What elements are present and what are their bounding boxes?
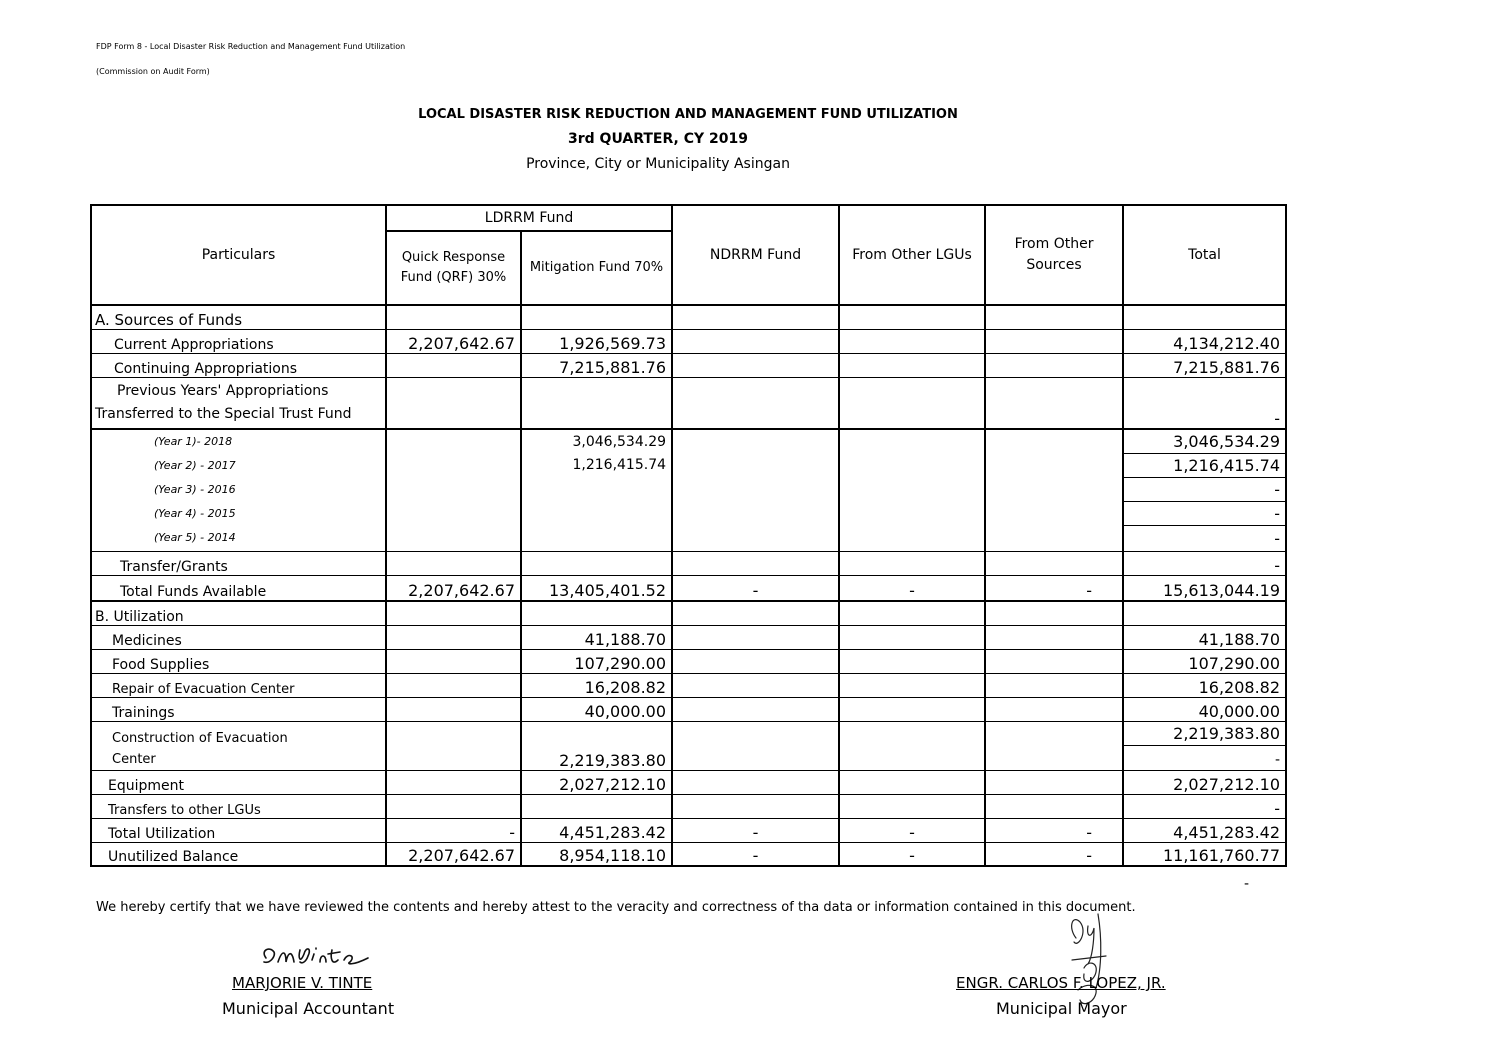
cell-ndrrm: - [672,818,839,842]
col-from-other-lgus: From Other LGUs [839,205,985,305]
form-code: FDP Form 8 - Local Disaster Risk Reduction and Management Fund Utilization [96,42,406,51]
cell-mitigation: 41,188.70 [521,625,672,649]
cell-total: 7,215,881.76 [1123,353,1286,377]
cell-other-sources: - [985,575,1123,601]
cell-other-lgus: - [839,818,985,842]
col-ndrrm-fund: NDRRM Fund [672,205,839,305]
cell-total: 2,219,383.80 [1124,722,1285,746]
table-row [91,770,1286,794]
row-label-line2: Center [112,751,156,767]
cell-total: - [1123,501,1286,525]
cell-other-sources: - [985,842,1123,866]
table-row [91,625,1286,649]
cell-mitigation: 7,215,881.76 [521,353,672,377]
cell-mitigation: 40,000.00 [521,697,672,721]
cell-total: - [1123,377,1286,429]
table-row [91,477,1286,501]
cell-total: 4,134,212.40 [1123,329,1286,353]
table-row [91,453,1286,477]
table-row [91,649,1286,673]
row-label-line1: Previous Years' Appropriations [117,382,329,399]
cell-mitigation: 107,290.00 [521,649,672,673]
cell-other-lgus: - [839,575,985,601]
accountant-name: MARJORIE V. TINTE [232,974,373,992]
report-period: 3rd QUARTER, CY 2019 [568,131,748,147]
table-row [91,377,1286,429]
lgu-line: Province, City or Municipality Asingan [526,156,790,172]
col-mitigation: Mitigation Fund 70% [521,231,672,305]
table-row [91,575,1286,601]
cell-mitigation: 13,405,401.52 [521,575,672,601]
col-qrf: Quick Response Fund (QRF) 30% [386,231,521,305]
table-row [91,551,1286,575]
table-row [91,818,1286,842]
cell-mitigation: 1,926,569.73 [521,329,672,353]
cell-ndrrm: - [672,575,839,601]
cell-mitigation [521,501,672,525]
cell-qrf: - [386,818,521,842]
col-ldrrm-fund: LDRRM Fund [386,205,672,231]
cell-total: - [1123,477,1286,501]
cell-total: 40,000.00 [1123,697,1286,721]
row-label: Continuing Appropriations [91,353,386,377]
cell-total: 15,613,044.19 [1123,575,1286,601]
cell-mitigation [521,477,672,501]
cell-total: 41,188.70 [1123,625,1286,649]
cell-total: 1,216,415.74 [1123,453,1286,477]
cell-mitigation: 8,954,118.10 [521,842,672,866]
cell-qrf: 2,207,642.67 [386,842,521,866]
cell-total: - [1123,525,1286,551]
cell-total: 2,027,212.10 [1123,770,1286,794]
cell-total: 11,161,760.77 [1123,842,1286,866]
table-row [91,794,1286,818]
row-label: Transfer/Grants [91,551,386,575]
cell-total: - [1123,551,1286,575]
cell-total: - [1274,751,1281,768]
table-row [91,329,1286,353]
col-total: Total [1123,205,1286,305]
cell-mitigation: 2,027,212.10 [521,770,672,794]
trailing-dash: - [1244,876,1250,892]
row-label: (Year 5) - 2014 [91,525,386,551]
row-label: (Year 1)- 2018 [91,429,386,453]
cell-mitigation: 4,451,283.42 [521,818,672,842]
cell-qrf: 2,207,642.67 [386,329,521,353]
row-label: Current Appropriations [91,329,386,353]
mayor-signature [1058,908,1118,1010]
cell-mitigation: 3,046,534.29 [521,429,672,453]
row-label: Total Funds Available [91,575,386,601]
cell-qrf: 2,207,642.67 [386,575,521,601]
row-label: Trainings [91,697,386,721]
cell-total: - [1123,794,1286,818]
section-utilization-heading: B. Utilization [91,601,386,625]
mayor-name: ENGR. CARLOS F. LOPEZ, JR. [956,974,1166,992]
cell-mitigation: 1,216,415.74 [521,453,672,477]
cell-total: 3,046,534.29 [1123,429,1286,453]
row-label: (Year 4) - 2015 [91,501,386,525]
row-label: Total Utilization [91,818,386,842]
row-label-line2: Transferred to the Special Trust Fund [95,405,352,422]
row-label: (Year 2) - 2017 [91,453,386,477]
row-label: Food Supplies [91,649,386,673]
table-row [91,501,1286,525]
fund-utilization-table [90,204,1287,867]
cell-other-lgus: - [839,842,985,866]
accountant-position: Municipal Accountant [222,999,395,1018]
form-note: (Commission on Audit Form) [96,67,210,76]
table-row [91,429,1286,453]
report-title: LOCAL DISASTER RISK REDUCTION AND MANAGEMENT FUND UTILIZATION [418,107,958,122]
accountant-signature [256,942,376,970]
table-row [91,721,1286,770]
row-label: Repair of Evacuation Center [91,673,386,697]
row-label: Equipment [91,770,386,794]
table-row [91,673,1286,697]
row-label: Medicines [91,625,386,649]
row-label: Transfers to other LGUs [91,794,386,818]
table-row [91,842,1286,866]
row-label-line1: Construction of Evacuation [112,730,288,746]
cell-total: 107,290.00 [1123,649,1286,673]
cell-ndrrm: - [672,842,839,866]
row-label: (Year 3) - 2016 [91,477,386,501]
cell-other-sources: - [985,818,1123,842]
cell-mitigation: 16,208.82 [521,673,672,697]
table-row [91,697,1286,721]
cell-total: 4,451,283.42 [1123,818,1286,842]
table-row [91,525,1286,551]
certification-text: We hereby certify that we have reviewed the contents and hereby attest to the veracity and correctness of tha data or information contained in this document. [96,900,1136,915]
row-label: Unutilized Balance [91,842,386,866]
cell-mitigation [521,525,672,551]
table-row [91,353,1286,377]
mayor-position: Municipal Mayor [996,999,1127,1018]
col-from-other-sources: From Other Sources [985,205,1123,305]
cell-total: 16,208.82 [1123,673,1286,697]
table-row [91,601,1286,625]
cell-mitigation: 2,219,383.80 [521,721,672,770]
section-sources-heading: A. Sources of Funds [91,305,386,329]
col-particulars: Particulars [91,205,386,305]
